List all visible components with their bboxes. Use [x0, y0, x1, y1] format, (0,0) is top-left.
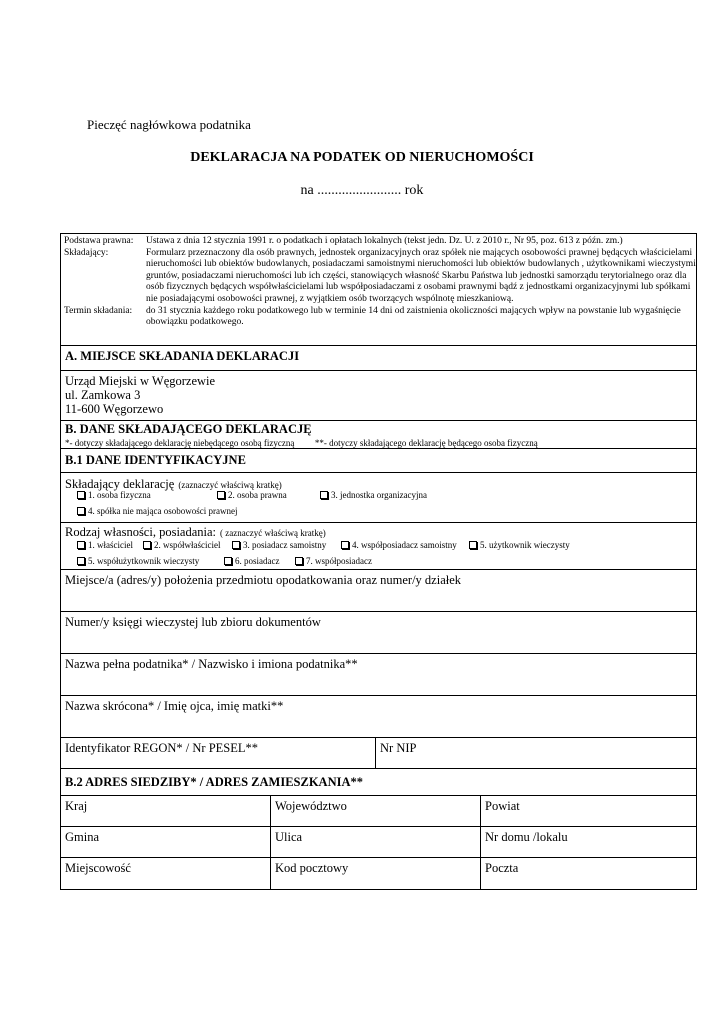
- checkbox-icon: [77, 557, 85, 565]
- property-location-label: Miejsce/a (adres/y) położenia przedmiotu opodatkowania oraz numer/y działek: [65, 573, 462, 587]
- regon-pesel-label: Identyfikator REGON* / Nr PESEL**: [65, 741, 259, 755]
- note-legal-entity: *- dotyczy składającego deklarację niebędącego osobą fizyczną: [65, 438, 295, 448]
- regon-pesel-field[interactable]: [61, 738, 376, 768]
- checkbox-icon: [341, 541, 349, 549]
- ownership-option-8[interactable]: 7. współposiadacz: [295, 556, 372, 566]
- full-name-field[interactable]: [61, 654, 696, 696]
- declarant-label: Składający deklarację: [65, 477, 175, 491]
- property-location-field[interactable]: [61, 570, 696, 612]
- legal-basis-block: [61, 234, 696, 346]
- address-row-3: [61, 858, 696, 889]
- section-b-header: [61, 421, 696, 449]
- declarant-option-1[interactable]: 1. osoba fizyczna: [77, 490, 151, 500]
- country-label: Kraj: [65, 799, 88, 813]
- house-number-field[interactable]: [481, 827, 696, 857]
- locality-field[interactable]: [61, 858, 271, 889]
- post-office-label: Poczta: [485, 861, 519, 875]
- short-name-label: Nazwa skrócona* / Imię ojca, imię matki**: [65, 699, 284, 713]
- office-city: 11-600 Węgorzewo: [65, 402, 164, 416]
- ownership-option-6[interactable]: 5. współużytkownik wieczysty: [77, 556, 199, 566]
- section-b2-heading: B.2 ADRES SIEDZIBY* / ADRES ZAMIESZKANIA**: [65, 775, 363, 789]
- checkbox-icon: [320, 491, 328, 499]
- ownership-type-block: [61, 523, 696, 570]
- section-a-header: [61, 346, 696, 371]
- ownership-option-5[interactable]: 5. użytkownik wieczysty: [469, 540, 570, 550]
- checkbox-icon: [224, 557, 232, 565]
- ownership-option-2[interactable]: 2. współwłaściciel: [143, 540, 221, 550]
- declarant-hint: (zaznaczyć właściwą kratkę): [178, 480, 282, 490]
- nip-label: Nr NIP: [380, 741, 417, 755]
- checkbox-icon: [143, 541, 151, 549]
- address-row-1: [61, 796, 696, 827]
- office-street: ul. Zamkowa 3: [65, 388, 141, 402]
- declarant-option-4[interactable]: 4. spółka nie mająca osobowości prawnej: [77, 506, 237, 516]
- street-field[interactable]: [271, 827, 481, 857]
- checkbox-icon: [77, 507, 85, 515]
- deadline-label: Termin składania:: [64, 305, 133, 316]
- commune-field[interactable]: [61, 827, 271, 857]
- post-office-field[interactable]: [481, 858, 696, 889]
- id-numbers-row: [61, 738, 696, 769]
- ownership-option-4[interactable]: 4. współposiadacz samoistny: [341, 540, 457, 550]
- checkbox-icon: [232, 541, 240, 549]
- address-row-2: [61, 827, 696, 858]
- province-field[interactable]: [271, 796, 481, 826]
- street-label: Ulica: [275, 830, 303, 844]
- section-a-heading: A. MIEJSCE SKŁADANIA DEKLARACJI: [65, 349, 300, 363]
- land-register-label: Numer/y księgi wieczystej lub zbioru dokumentów: [65, 615, 321, 629]
- declaration-form: [60, 233, 697, 890]
- office-name: Urząd Miejski w Węgorzewie: [65, 374, 216, 388]
- land-register-field[interactable]: [61, 612, 696, 654]
- section-b1-header: [61, 449, 696, 473]
- house-number-label: Nr domu /lokalu: [485, 830, 568, 844]
- ownership-label: Rodzaj własności, posiadania:: [65, 525, 217, 539]
- declarant-option-3[interactable]: 3. jednostka organizacyjna: [320, 490, 427, 500]
- checkbox-icon: [469, 541, 477, 549]
- tax-office-address: [61, 371, 696, 421]
- checkbox-icon: [295, 557, 303, 565]
- postal-code-field[interactable]: [271, 858, 481, 889]
- province-label: Województwo: [275, 799, 347, 813]
- checkbox-icon: [77, 541, 85, 549]
- ownership-option-1[interactable]: 1. właściciel: [77, 540, 133, 550]
- basis-text: Ustawa z dnia 12 stycznia 1991 r. o podatkach i opłatach lokalnych (tekst jedn. Dz. U. z 2010 r., Nr 95, poz. 613 z późn. zm.): [146, 236, 623, 246]
- short-name-field[interactable]: [61, 696, 696, 738]
- filer-text: Formularz przeznaczony dla osób prawnych, jednostek organizacyjnych oraz spółek nie mających osobowości prawnej będących właścicielami nieruchomości lub obiektów budowlanych, posiadaczami samoistnymi nieruchomości lub obiektów budowlanych , użytkownikami wieczystymi gruntów, posiadaczami nieruchomości lub ich części, stanowiących własność Skarbu Państwa lub jednostki samorządu terytorialnego oraz dla osób fizycznych będących współwłaścicielami lub współposiadaczami z osobami prawnymi bądź z jednostkami organizacyjnymi lub spółkami nie posiadającymi osobowości prawnej, z wyjątkiem osób tworzących wspólnotę mieszkaniową.: [146, 247, 696, 304]
- filer-label: Składający:: [64, 247, 109, 258]
- district-label: Powiat: [485, 799, 520, 813]
- declarant-type-block: [61, 473, 696, 523]
- nip-field[interactable]: [376, 738, 416, 768]
- section-b1-heading: B.1 DANE IDENTYFIKACYJNE: [65, 453, 246, 467]
- section-b2-header: [61, 769, 696, 796]
- page-title: DEKLARACJA NA PODATEK OD NIERUCHOMOŚCI: [190, 150, 534, 165]
- country-field[interactable]: [61, 796, 271, 826]
- full-name-label: Nazwa pełna podatnika* / Nazwisko i imiona podatnika**: [65, 657, 358, 671]
- declarant-option-2[interactable]: 2. osoba prawna: [217, 490, 287, 500]
- note-natural-person: **- dotyczy składającego deklarację będącego osoba fizyczną: [314, 438, 538, 448]
- section-b-heading: B. DANE SKŁADAJĄCEGO DEKLARACJĘ: [65, 422, 312, 436]
- basis-label: Podstawa prawna:: [64, 236, 134, 246]
- checkbox-icon: [217, 491, 225, 499]
- checkbox-icon: [77, 491, 85, 499]
- ownership-hint: ( zaznaczyć właściwą kratkę): [220, 528, 326, 538]
- ownership-option-7[interactable]: 6. posiadacz: [224, 556, 279, 566]
- locality-label: Miejscowość: [65, 861, 131, 875]
- stamp-label: Pieczęć nagłówkowa podatnika: [87, 117, 251, 132]
- year-line: na ........................ rok: [300, 183, 424, 198]
- postal-code-label: Kod pocztowy: [275, 861, 349, 875]
- commune-label: Gmina: [65, 830, 100, 844]
- ownership-option-3[interactable]: 3. posiadacz samoistny: [232, 540, 326, 550]
- district-field[interactable]: [481, 796, 696, 826]
- deadline-text: do 31 stycznia każdego roku podatkowego lub w terminie 14 dni od zaistnienia okoliczności mających wpływ na powstanie lub wygaśnięcie obowiązku podatkowego.: [146, 305, 681, 328]
